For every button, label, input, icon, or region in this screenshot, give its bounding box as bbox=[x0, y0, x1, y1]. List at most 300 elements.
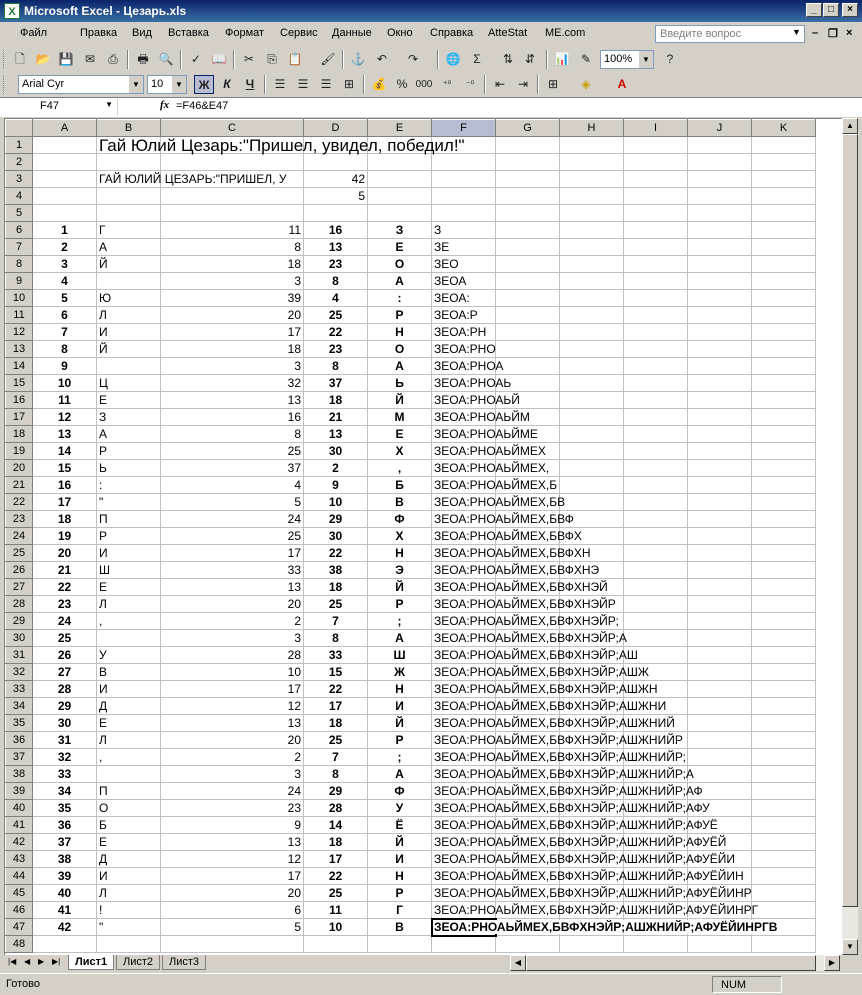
cell[interactable] bbox=[752, 630, 816, 647]
cell[interactable]: 15 bbox=[304, 664, 368, 681]
cell[interactable] bbox=[560, 188, 624, 205]
cell[interactable]: 8 bbox=[304, 273, 368, 290]
cell[interactable] bbox=[432, 494, 566, 511]
cell[interactable] bbox=[432, 324, 496, 341]
cell[interactable] bbox=[624, 443, 688, 460]
row-header[interactable]: 7 bbox=[6, 239, 33, 256]
select-all-corner[interactable] bbox=[6, 120, 33, 137]
cell[interactable] bbox=[496, 324, 560, 341]
cell[interactable]: 22 bbox=[304, 868, 368, 885]
col-header-j[interactable]: J bbox=[688, 120, 752, 137]
cell[interactable] bbox=[161, 205, 304, 222]
cell[interactable] bbox=[432, 749, 686, 766]
cell[interactable] bbox=[161, 936, 304, 953]
cell[interactable] bbox=[752, 256, 816, 273]
menu-attestat[interactable]: AtteStat bbox=[488, 27, 528, 39]
cell[interactable] bbox=[624, 409, 688, 426]
preview-icon[interactable]: 🔍 bbox=[158, 52, 174, 66]
cell[interactable]: Ц bbox=[97, 375, 161, 392]
cell[interactable]: , bbox=[97, 749, 161, 766]
row-header[interactable]: 40 bbox=[6, 800, 33, 817]
cell[interactable] bbox=[688, 154, 752, 171]
row-header[interactable]: 28 bbox=[6, 596, 33, 613]
cell[interactable]: : bbox=[368, 290, 432, 307]
cell[interactable]: 6 bbox=[33, 307, 97, 324]
cell[interactable] bbox=[432, 273, 496, 290]
cell[interactable]: Н bbox=[368, 324, 432, 341]
row-header[interactable]: 47 bbox=[6, 919, 33, 936]
cell[interactable] bbox=[97, 273, 161, 290]
cell[interactable]: 8 bbox=[304, 358, 368, 375]
cell[interactable] bbox=[688, 341, 752, 358]
cell[interactable]: 5 bbox=[33, 290, 97, 307]
cell[interactable]: 29 bbox=[304, 511, 368, 528]
cell[interactable] bbox=[688, 205, 752, 222]
cell[interactable] bbox=[752, 783, 816, 800]
horizontal-scrollbar[interactable] bbox=[510, 955, 840, 971]
cell[interactable] bbox=[432, 936, 496, 953]
cell[interactable] bbox=[560, 494, 624, 511]
cell[interactable] bbox=[432, 681, 658, 698]
cell[interactable] bbox=[496, 256, 560, 273]
cell[interactable]: : bbox=[97, 477, 161, 494]
increase-decimal-icon[interactable]: ⁺⁰ bbox=[442, 79, 452, 89]
row-header[interactable]: 39 bbox=[6, 783, 33, 800]
cell[interactable] bbox=[33, 205, 97, 222]
cell[interactable]: 42 bbox=[33, 919, 97, 936]
cell[interactable]: 35 bbox=[33, 800, 97, 817]
cell[interactable]: 33 bbox=[33, 766, 97, 783]
doc-restore-button[interactable]: ❐ bbox=[828, 28, 838, 40]
row-header[interactable]: 2 bbox=[6, 154, 33, 171]
cell[interactable]: 7 bbox=[304, 613, 368, 630]
cell[interactable]: 10 bbox=[161, 664, 304, 681]
cell[interactable]: Ш bbox=[97, 562, 161, 579]
cell[interactable]: Й bbox=[368, 715, 432, 732]
cell[interactable]: Г bbox=[368, 902, 432, 919]
cell[interactable]: 22 bbox=[304, 681, 368, 698]
cell[interactable] bbox=[624, 511, 688, 528]
cell[interactable]: Р bbox=[97, 443, 161, 460]
cell[interactable]: 8 bbox=[33, 341, 97, 358]
cell[interactable] bbox=[688, 562, 752, 579]
cell[interactable] bbox=[432, 188, 496, 205]
cell[interactable]: Ь bbox=[97, 460, 161, 477]
row-header[interactable]: 13 bbox=[6, 341, 33, 358]
cell[interactable]: 13 bbox=[304, 239, 368, 256]
cell[interactable]: 20 bbox=[161, 732, 304, 749]
cell[interactable]: 27 bbox=[33, 664, 97, 681]
cell[interactable]: Б bbox=[368, 477, 432, 494]
spelling-icon[interactable]: ✓ bbox=[190, 52, 202, 66]
cell[interactable] bbox=[432, 613, 619, 630]
cell[interactable] bbox=[560, 222, 624, 239]
cell[interactable]: 16 bbox=[33, 477, 97, 494]
cell[interactable]: 23 bbox=[304, 341, 368, 358]
cell[interactable] bbox=[688, 443, 752, 460]
cell[interactable] bbox=[432, 562, 600, 579]
cell[interactable] bbox=[432, 460, 550, 477]
cell-table[interactable] bbox=[5, 119, 816, 953]
cell[interactable]: З bbox=[97, 409, 161, 426]
cell[interactable] bbox=[560, 341, 624, 358]
cell[interactable]: Н bbox=[368, 868, 432, 885]
cell[interactable]: У bbox=[368, 800, 432, 817]
cell[interactable] bbox=[496, 171, 560, 188]
align-center-icon[interactable]: ☰ bbox=[297, 77, 309, 91]
row-header[interactable]: 35 bbox=[6, 715, 33, 732]
cell[interactable] bbox=[432, 256, 496, 273]
cell[interactable] bbox=[560, 375, 624, 392]
cell[interactable] bbox=[624, 562, 688, 579]
close-button[interactable]: × bbox=[842, 3, 858, 17]
cell[interactable]: 12 bbox=[161, 851, 304, 868]
cell[interactable] bbox=[688, 222, 752, 239]
tab-sheet-1[interactable]: Лист1 bbox=[68, 955, 114, 970]
cell[interactable] bbox=[33, 137, 97, 154]
cell[interactable] bbox=[752, 477, 816, 494]
cell[interactable]: 3 bbox=[161, 766, 304, 783]
cell[interactable]: 16 bbox=[304, 222, 368, 239]
cell[interactable] bbox=[688, 528, 752, 545]
row-header[interactable]: 8 bbox=[6, 256, 33, 273]
cell[interactable]: 7 bbox=[304, 749, 368, 766]
cell[interactable]: 5 bbox=[161, 919, 304, 936]
cell[interactable] bbox=[560, 205, 624, 222]
cell[interactable]: Й bbox=[97, 256, 161, 273]
cell[interactable]: 17 bbox=[161, 868, 304, 885]
cell[interactable]: Х bbox=[368, 443, 432, 460]
menu-view[interactable]: Вид bbox=[132, 27, 152, 39]
cell[interactable] bbox=[624, 579, 688, 596]
cell[interactable]: 17 bbox=[161, 681, 304, 698]
row-header[interactable]: 16 bbox=[6, 392, 33, 409]
row-header[interactable]: 27 bbox=[6, 579, 33, 596]
cell[interactable]: 16 bbox=[161, 409, 304, 426]
cell[interactable]: Н bbox=[368, 545, 432, 562]
row-header[interactable]: 10 bbox=[6, 290, 33, 307]
increase-indent-icon[interactable]: ⇥ bbox=[517, 77, 529, 91]
cell[interactable] bbox=[560, 290, 624, 307]
cell[interactable]: В bbox=[97, 664, 161, 681]
cell[interactable] bbox=[432, 851, 735, 868]
cell[interactable] bbox=[688, 579, 752, 596]
cell[interactable]: 2 bbox=[161, 749, 304, 766]
maximize-button[interactable]: □ bbox=[823, 3, 839, 17]
cell[interactable] bbox=[432, 239, 496, 256]
row-header[interactable]: 3 bbox=[6, 171, 33, 188]
cell[interactable] bbox=[368, 205, 432, 222]
cell[interactable]: 17 bbox=[161, 324, 304, 341]
cell[interactable] bbox=[560, 409, 624, 426]
cell[interactable]: З bbox=[368, 222, 432, 239]
paste-icon[interactable]: 📋 bbox=[287, 52, 303, 66]
cell[interactable] bbox=[624, 630, 688, 647]
cell[interactable] bbox=[624, 936, 688, 953]
cell[interactable]: Е bbox=[368, 239, 432, 256]
menu-edit[interactable]: Правка bbox=[80, 27, 118, 39]
cell[interactable]: 33 bbox=[304, 647, 368, 664]
cell[interactable] bbox=[752, 528, 816, 545]
cell[interactable] bbox=[688, 273, 752, 290]
hyperlink-icon[interactable]: ⚓ bbox=[350, 52, 366, 66]
cell[interactable]: 13 bbox=[161, 392, 304, 409]
align-left-icon[interactable]: ☰ bbox=[274, 77, 286, 91]
chevron-down-icon[interactable]: ▼ bbox=[792, 27, 801, 37]
cell[interactable]: 31 bbox=[33, 732, 97, 749]
cell[interactable] bbox=[752, 613, 816, 630]
cell[interactable] bbox=[752, 562, 816, 579]
horizontal-scroll-thumb[interactable] bbox=[526, 955, 816, 971]
align-right-icon[interactable]: ☰ bbox=[320, 77, 332, 91]
currency-icon[interactable]: 💰 bbox=[371, 77, 387, 91]
cell[interactable] bbox=[97, 766, 161, 783]
col-header-c[interactable]: C bbox=[161, 120, 304, 137]
open-icon[interactable]: 📂 bbox=[35, 52, 51, 66]
cell[interactable]: 21 bbox=[304, 409, 368, 426]
cell[interactable] bbox=[432, 222, 496, 239]
cell[interactable]: 30 bbox=[304, 528, 368, 545]
cell[interactable]: Ё bbox=[368, 817, 432, 834]
cell[interactable] bbox=[496, 222, 560, 239]
cell[interactable]: Ж bbox=[368, 664, 432, 681]
tab-sheet-2[interactable]: Лист2 bbox=[116, 955, 160, 970]
cell[interactable]: Э bbox=[368, 562, 432, 579]
fill-color-icon[interactable]: ◈ bbox=[581, 77, 591, 91]
cell[interactable]: 38 bbox=[33, 851, 97, 868]
cell[interactable]: 18 bbox=[304, 392, 368, 409]
cell[interactable] bbox=[688, 630, 752, 647]
cell[interactable] bbox=[432, 290, 496, 307]
decrease-indent-icon[interactable]: ⇤ bbox=[494, 77, 506, 91]
cell[interactable]: Р bbox=[97, 528, 161, 545]
cell[interactable] bbox=[368, 188, 432, 205]
cell[interactable]: Р bbox=[368, 307, 432, 324]
cell[interactable] bbox=[432, 358, 504, 375]
cell[interactable] bbox=[97, 136, 465, 155]
cell[interactable] bbox=[496, 273, 560, 290]
cell[interactable] bbox=[752, 749, 816, 766]
cell[interactable]: 26 bbox=[33, 647, 97, 664]
cell[interactable]: 17 bbox=[304, 698, 368, 715]
cell[interactable] bbox=[496, 154, 560, 171]
vertical-scrollbar[interactable] bbox=[842, 118, 858, 955]
menu-window[interactable]: Окно bbox=[387, 27, 413, 39]
cell[interactable]: 13 bbox=[161, 834, 304, 851]
cell[interactable] bbox=[432, 783, 703, 800]
cell[interactable] bbox=[624, 273, 688, 290]
cell[interactable]: 38 bbox=[304, 562, 368, 579]
row-header[interactable]: 22 bbox=[6, 494, 33, 511]
cell[interactable] bbox=[688, 460, 752, 477]
cell[interactable] bbox=[752, 324, 816, 341]
cell[interactable] bbox=[688, 545, 752, 562]
ask-question-input[interactable]: Введите вопрос bbox=[655, 25, 805, 43]
cell[interactable]: Д bbox=[97, 851, 161, 868]
cell[interactable] bbox=[624, 171, 688, 188]
cell[interactable]: 37 bbox=[161, 460, 304, 477]
cell[interactable]: 20 bbox=[161, 596, 304, 613]
cell[interactable] bbox=[752, 426, 816, 443]
cell[interactable]: 8 bbox=[304, 766, 368, 783]
cell[interactable] bbox=[560, 239, 624, 256]
cell[interactable]: О bbox=[368, 256, 432, 273]
cell[interactable] bbox=[432, 545, 591, 562]
cell[interactable] bbox=[752, 511, 816, 528]
cell[interactable] bbox=[624, 256, 688, 273]
cell[interactable]: Ю bbox=[97, 290, 161, 307]
menu-data[interactable]: Данные bbox=[332, 27, 372, 39]
cell[interactable] bbox=[496, 188, 560, 205]
row-header[interactable]: 44 bbox=[6, 868, 33, 885]
cell[interactable] bbox=[752, 239, 816, 256]
cell[interactable]: И bbox=[368, 851, 432, 868]
cell[interactable]: 3 bbox=[161, 358, 304, 375]
cell[interactable] bbox=[624, 290, 688, 307]
cell[interactable] bbox=[496, 936, 560, 953]
cell[interactable]: 14 bbox=[33, 443, 97, 460]
menu-tools[interactable]: Сервис bbox=[280, 27, 318, 39]
cell[interactable] bbox=[688, 256, 752, 273]
drawing-icon[interactable]: ✎ bbox=[580, 52, 592, 66]
cell[interactable]: 32 bbox=[33, 749, 97, 766]
cell[interactable] bbox=[688, 681, 752, 698]
cell[interactable] bbox=[432, 171, 496, 188]
cell[interactable]: 40 bbox=[33, 885, 97, 902]
col-header-f[interactable]: F bbox=[432, 120, 496, 137]
cell[interactable] bbox=[432, 715, 675, 732]
cell[interactable]: 4 bbox=[304, 290, 368, 307]
cell[interactable]: , bbox=[97, 613, 161, 630]
cell[interactable]: 39 bbox=[33, 868, 97, 885]
cell[interactable] bbox=[624, 375, 688, 392]
cell[interactable] bbox=[752, 936, 816, 953]
cell[interactable]: 22 bbox=[304, 545, 368, 562]
cell[interactable] bbox=[496, 205, 560, 222]
cell[interactable] bbox=[432, 307, 496, 324]
cell[interactable]: 13 bbox=[161, 579, 304, 596]
col-header-d[interactable]: D bbox=[304, 120, 368, 137]
cell[interactable]: П bbox=[97, 511, 161, 528]
cell[interactable] bbox=[688, 596, 752, 613]
research-icon[interactable]: 📖 bbox=[211, 52, 227, 66]
cell[interactable]: Р bbox=[368, 885, 432, 902]
merge-center-icon[interactable]: ⊞ bbox=[343, 77, 355, 91]
row-header[interactable]: 19 bbox=[6, 443, 33, 460]
cell[interactable]: Е bbox=[97, 834, 161, 851]
cell[interactable] bbox=[752, 307, 816, 324]
menu-insert[interactable]: Вставка bbox=[168, 27, 209, 39]
cell[interactable]: 3 bbox=[161, 273, 304, 290]
cell[interactable]: 42 bbox=[304, 171, 368, 188]
cell[interactable]: И bbox=[97, 868, 161, 885]
cell[interactable]: Г bbox=[97, 222, 161, 239]
chevron-down-icon[interactable]: ▼ bbox=[129, 76, 143, 93]
cell[interactable]: 18 bbox=[304, 715, 368, 732]
row-header[interactable]: 4 bbox=[6, 188, 33, 205]
cell[interactable] bbox=[752, 766, 816, 783]
borders-icon[interactable]: ⊞ bbox=[547, 77, 559, 91]
cell[interactable]: " bbox=[97, 919, 161, 936]
autosum-icon[interactable]: Σ bbox=[473, 52, 481, 66]
cell[interactable] bbox=[496, 290, 560, 307]
cell[interactable]: П bbox=[97, 783, 161, 800]
cell[interactable] bbox=[624, 596, 688, 613]
cell[interactable]: И bbox=[97, 681, 161, 698]
cell[interactable] bbox=[432, 477, 558, 494]
cell[interactable] bbox=[560, 256, 624, 273]
cell[interactable] bbox=[624, 477, 688, 494]
cell[interactable]: 10 bbox=[304, 494, 368, 511]
cell[interactable] bbox=[688, 307, 752, 324]
cell[interactable] bbox=[624, 324, 688, 341]
cell[interactable]: О bbox=[368, 341, 432, 358]
row-header[interactable]: 30 bbox=[6, 630, 33, 647]
cell[interactable] bbox=[368, 154, 432, 171]
cell[interactable] bbox=[624, 137, 688, 154]
cell[interactable]: 8 bbox=[161, 426, 304, 443]
cell[interactable] bbox=[496, 358, 560, 375]
cell[interactable]: 20 bbox=[161, 307, 304, 324]
row-header[interactable]: 34 bbox=[6, 698, 33, 715]
cell[interactable] bbox=[688, 664, 752, 681]
cell[interactable]: 28 bbox=[304, 800, 368, 817]
cell[interactable] bbox=[624, 222, 688, 239]
col-header-h[interactable]: H bbox=[560, 120, 624, 137]
cell[interactable] bbox=[688, 732, 752, 749]
row-header[interactable]: 46 bbox=[6, 902, 33, 919]
cell[interactable]: И bbox=[97, 324, 161, 341]
cell[interactable] bbox=[752, 545, 816, 562]
formula-input[interactable]: =F46&E47 bbox=[176, 100, 229, 112]
cell[interactable] bbox=[432, 579, 608, 596]
cell[interactable] bbox=[33, 171, 97, 188]
cell[interactable] bbox=[752, 851, 816, 868]
cell[interactable]: 34 bbox=[33, 783, 97, 800]
decrease-decimal-icon[interactable]: ⁻⁰ bbox=[465, 79, 475, 89]
cell[interactable]: 3 bbox=[161, 630, 304, 647]
cell[interactable]: 23 bbox=[161, 800, 304, 817]
cell[interactable] bbox=[432, 511, 574, 528]
row-header[interactable]: 15 bbox=[6, 375, 33, 392]
cell[interactable]: 25 bbox=[304, 732, 368, 749]
cell[interactable] bbox=[97, 188, 161, 205]
cell[interactable]: 20 bbox=[33, 545, 97, 562]
cell[interactable] bbox=[752, 698, 816, 715]
cell[interactable]: 37 bbox=[33, 834, 97, 851]
cell[interactable]: 1 bbox=[33, 222, 97, 239]
underline-button[interactable]: Ч bbox=[245, 77, 255, 91]
cell[interactable]: 22 bbox=[304, 324, 368, 341]
cell[interactable]: 2 bbox=[33, 239, 97, 256]
cell[interactable]: Й bbox=[97, 341, 161, 358]
col-header-a[interactable]: A bbox=[33, 120, 97, 137]
cell[interactable] bbox=[97, 936, 161, 953]
doc-close-button[interactable]: × bbox=[846, 27, 853, 39]
cell[interactable] bbox=[304, 154, 368, 171]
cell[interactable] bbox=[752, 902, 816, 919]
row-header[interactable]: 17 bbox=[6, 409, 33, 426]
thousands-button[interactable]: 000 bbox=[415, 79, 433, 90]
row-header[interactable]: 48 bbox=[6, 936, 33, 953]
menu-format[interactable]: Формат bbox=[225, 27, 265, 39]
cell[interactable]: 3 bbox=[33, 256, 97, 273]
cell[interactable]: 25 bbox=[304, 596, 368, 613]
cell[interactable]: О bbox=[97, 800, 161, 817]
cell[interactable] bbox=[688, 137, 752, 154]
cell[interactable]: 7 bbox=[33, 324, 97, 341]
cell[interactable] bbox=[560, 426, 624, 443]
